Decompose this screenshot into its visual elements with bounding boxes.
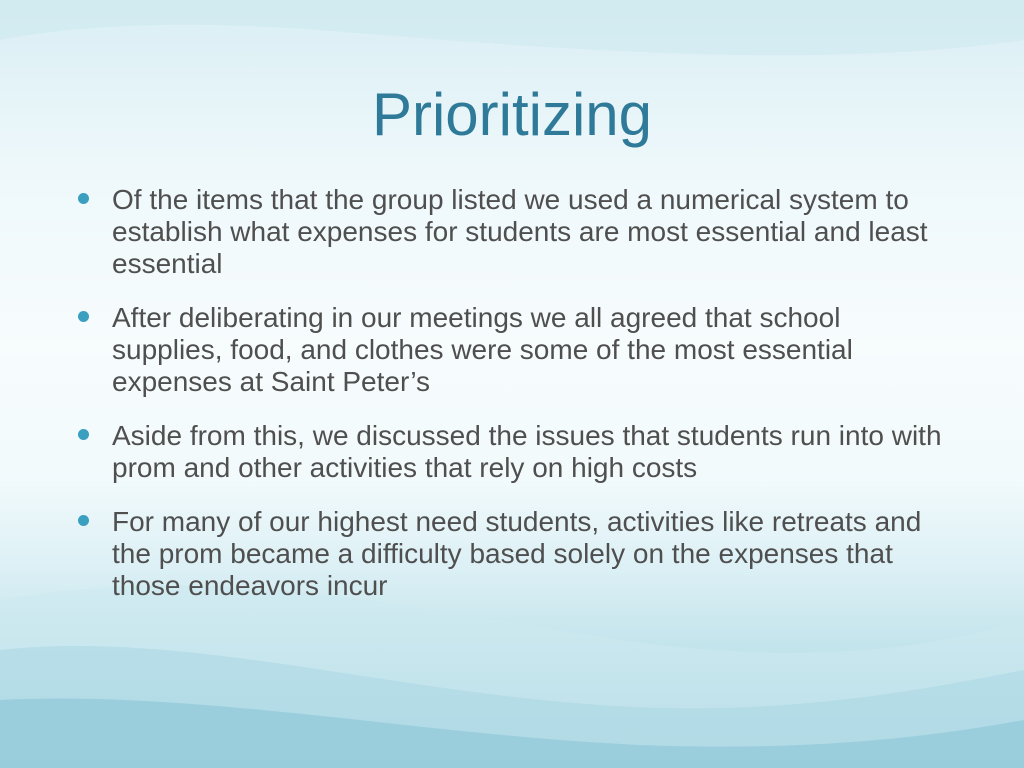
bullet-item	[78, 184, 958, 280]
slide-title: Prioritizing	[371, 81, 653, 148]
bullet-item	[78, 302, 958, 398]
bullet-text: For many of our highest need students, activities like retreats and the prom became a difficulty based solely on the expenses that those endeavors incur	[112, 506, 922, 601]
bullet-item	[78, 506, 958, 602]
bullet-dot-icon	[78, 311, 89, 322]
bullet-dot-icon	[78, 429, 89, 440]
bullet-text: Aside from this, we discussed the issues that students run into with prom and other activities that rely on high costs	[112, 420, 942, 483]
bullet-list	[78, 184, 958, 624]
bullet-item	[78, 420, 958, 484]
bullet-text: After deliberating in our meetings we all agreed that school supplies, food, and clothes were some of the most essential expenses at Saint Peter’s	[112, 302, 853, 397]
bullet-text: Of the items that the group listed we used a numerical system to establish what expenses for students are most essential and least essential	[112, 184, 928, 279]
bullet-dot-icon	[78, 193, 89, 204]
bullet-dot-icon	[78, 515, 89, 526]
